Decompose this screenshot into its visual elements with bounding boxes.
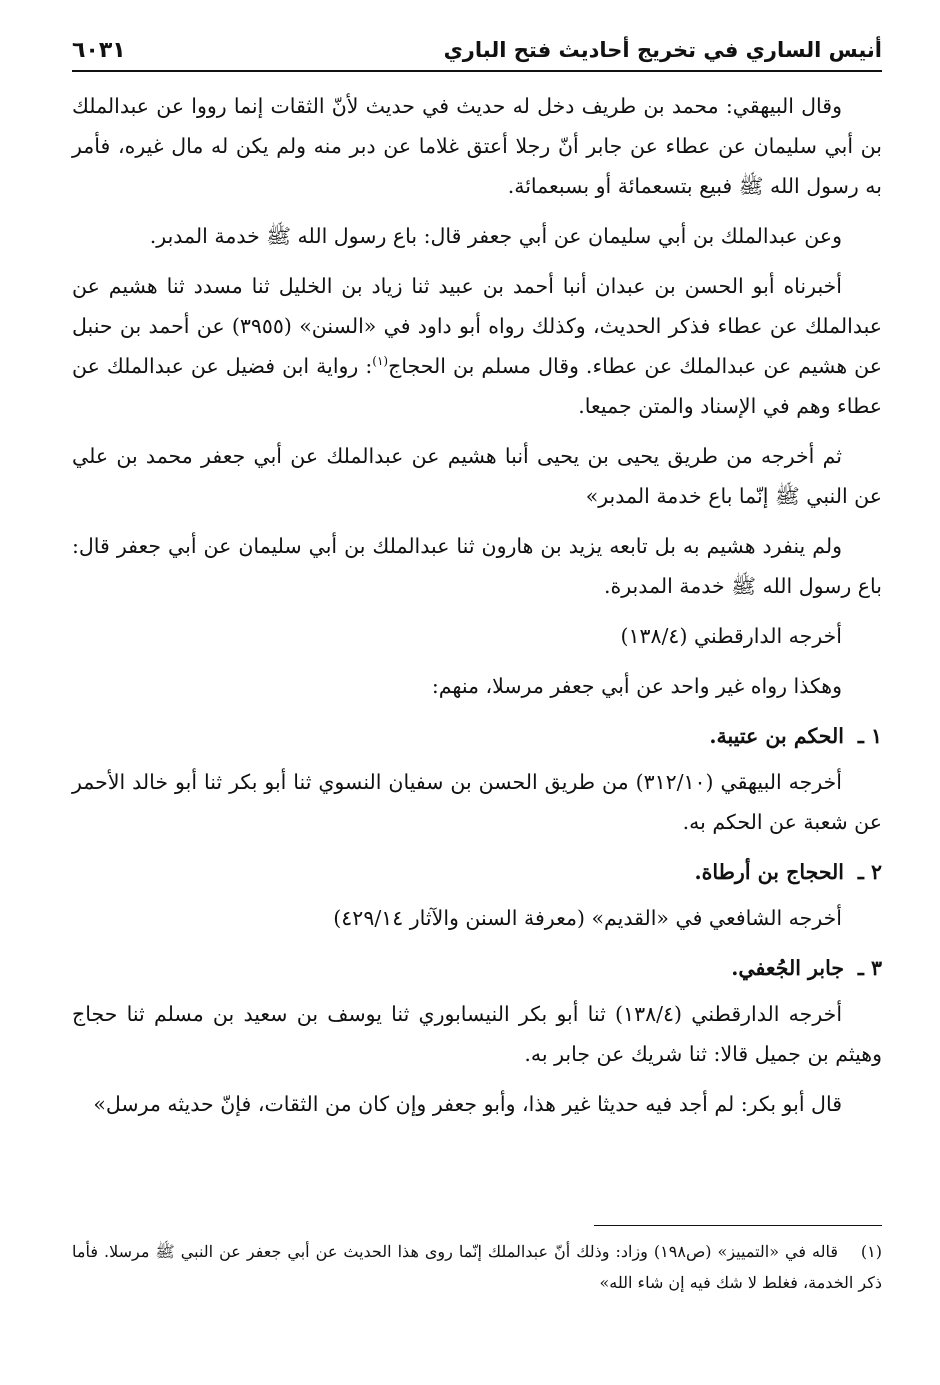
paragraph: قال أبو بكر: لم أجد فيه حديثا غير هذا، وأبو جعفر وإن كان من الثقات، فإنّ حديثه مرسل» xyxy=(93,1092,842,1116)
paragraph-text: أخبرناه أبو الحسن بن عبدان أنبا أحمد بن عبيد ثنا زياد بن الخليل ثنا مسدد ثنا هشيم عن عبدالملك عن عطاء فذكر الحديث، وكذلك رواه أبو داود في «السنن» (٣٩٥٥) عن أحمد بن حنبل عن هشيم عن عبدالملك عن عطاء. وقال مسلم بن الحجاج xyxy=(72,274,882,378)
paragraph: ولم ينفرد هشيم به بل تابعه يزيد بن هارون ثنا عبدالملك بن أبي سليمان عن أبي جعفر قال: باع رسول الله ﷺ خدمة المدبرة. xyxy=(72,534,882,598)
paragraph-text: : رواية ابن فضيل عن عبدالملك عن عطاء وهم في الإسناد والمتن جميعا. xyxy=(72,354,882,418)
paragraph: أخرجه الدارقطني (١٣٨/٤) ثنا أبو بكر النيسابوري ثنا يوسف بن سعيد بن مسلم ثنا حجاج وهيثم بن جميل قالا: ثنا شريك عن جابر به. xyxy=(72,1002,882,1066)
footnote-separator xyxy=(594,1225,882,1226)
paragraph xyxy=(72,266,882,426)
paragraph: أخرجه الدارقطني (١٣٨/٤) xyxy=(620,624,842,648)
main-text xyxy=(72,86,882,1124)
paragraph: وعن عبدالملك بن أبي سليمان عن أبي جعفر قال: باع رسول الله ﷺ خدمة المدبر. xyxy=(149,224,842,248)
item-number: ٢ ـ xyxy=(857,860,882,884)
narrator-name: الحجاج بن أرطاة. xyxy=(694,860,844,884)
narrator-heading xyxy=(72,716,882,756)
book-title: أنيس الساري في تخريج أحاديث فتح الباري xyxy=(443,38,882,62)
running-header xyxy=(72,34,882,72)
paragraph: ثم أخرجه من طريق يحيى بن يحيى أنبا هشيم عن عبدالملك عن أبي جعفر محمد بن علي عن النبي ﷺ إنّما باع خدمة المدبر» xyxy=(72,444,882,508)
narrator-name: جابر الجُعفي. xyxy=(731,956,844,980)
narrator-heading xyxy=(72,948,882,988)
paragraph: أخرجه البيهقي (٣١٢/١٠) من طريق الحسن بن سفيان النسوي ثنا أبو بكر ثنا أبو خالد الأحمر عن شعبة عن الحكم به. xyxy=(72,770,882,834)
paragraph: وهكذا رواه غير واحد عن أبي جعفر مرسلا، منهم: xyxy=(431,674,842,698)
paragraph: وقال البيهقي: محمد بن طريف دخل له حديث في حديث لأنّ الثقات إنما رووا عن عبدالملك بن أبي سليمان عن عطاء عن جابر أنّ رجلا أعتق غلاما عن دبر منه ولم يكن له مال غيره، فأمر به رسول الله ﷺ فبيع بتسعمائة أو بسبعمائة. xyxy=(72,94,882,198)
footnote-reference[interactable]: (١) xyxy=(372,354,389,369)
item-number: ١ ـ xyxy=(857,724,882,748)
narrator-heading xyxy=(72,852,882,892)
footnote-text: قاله في «التمييز» (ص١٩٨) وزاد: وذلك أنّ عبدالملك إنّما روى هذا الحديث عن أبي جعفر عن النبي ﷺ مرسلا. فأما ذكر الخدمة، فغلط لا شك فيه إن شاء الله» xyxy=(72,1242,882,1292)
footnote-mark: (١) xyxy=(860,1242,883,1261)
paragraph: أخرجه الشافعي في «القديم» (معرفة السنن والآثار ٤٢٩/١٤) xyxy=(333,906,842,930)
footnotes xyxy=(72,1236,882,1298)
item-number: ٣ ـ xyxy=(857,956,882,980)
narrator-name: الحكم بن عتيبة. xyxy=(709,724,844,748)
page-number: ٦٠٣١ xyxy=(72,38,126,63)
